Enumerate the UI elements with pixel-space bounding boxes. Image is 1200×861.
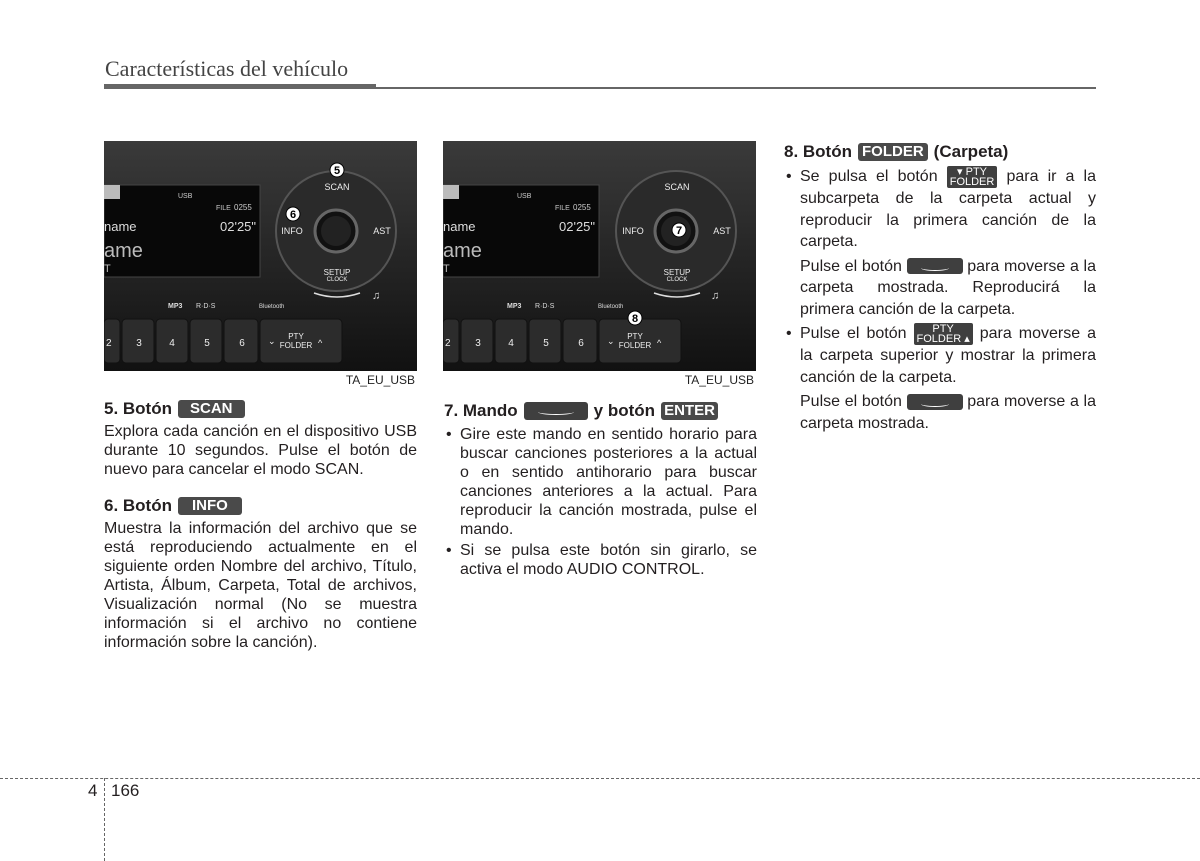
section-title-text: 5. Botón — [104, 399, 172, 418]
panel-setup-button[interactable]: SETUP — [663, 268, 691, 277]
column-1 — [104, 398, 417, 652]
rds-logo: R·D·S — [535, 303, 555, 310]
music-note-icon: ♫ — [711, 290, 720, 302]
screen-time: 02'25" — [220, 219, 257, 234]
preset-button[interactable]: 2 — [106, 338, 112, 349]
panel-pty-label: PTY — [288, 332, 304, 341]
screen-file-count: 0255 — [573, 203, 591, 212]
panel-clock-label: CLOCK — [666, 277, 688, 283]
section-8-list-2 — [784, 323, 1096, 388]
figure-caption: TA_EU_USB — [345, 373, 415, 387]
figure-caption: TA_EU_USB — [684, 373, 754, 387]
list-item: • Pulse el botón PTY FOLDER ▴ para moverse a la carpeta superior y mostrar la primera canción de la carpeta. — [784, 323, 1096, 388]
chevron-up-icon: ^ — [657, 338, 662, 348]
column-2 — [444, 400, 757, 581]
panel-folder-button[interactable]: FOLDER — [279, 341, 313, 350]
preset-button[interactable]: 5 — [543, 338, 549, 349]
preset-button[interactable]: 2 — [445, 338, 451, 349]
screen-line3: T — [104, 263, 111, 275]
column-3 — [784, 141, 1096, 437]
callout-5: 5 — [333, 165, 341, 177]
screen-line2: ame — [443, 240, 482, 262]
pty-folder-down-button: ▾ PTY FOLDER — [947, 166, 998, 188]
section-8-title — [784, 141, 1096, 163]
folder-badge: FOLDER — [858, 143, 928, 161]
screen-file-count: 0255 — [234, 203, 252, 212]
preset-button[interactable]: 3 — [475, 338, 481, 349]
chevron-down-icon: ⌄ — [268, 336, 276, 346]
caret-down-icon: ▾ — [957, 166, 963, 178]
callout-7: 7 — [675, 225, 683, 237]
callout-6: 6 — [289, 209, 297, 221]
section-title-text: 7. Mando — [444, 401, 518, 420]
music-note-icon: ♫ — [372, 290, 381, 302]
panel-folder-button[interactable]: FOLDER — [618, 341, 652, 350]
screen-usb-label: USB — [517, 193, 532, 200]
mp3-logo: MP3 — [507, 303, 522, 310]
preset-button[interactable]: 6 — [239, 338, 245, 349]
section-8-note-2: Pulse el botón para moverse a la carpeta mostrada. — [800, 393, 1097, 432]
mp3-logo: MP3 — [168, 303, 183, 310]
section-8-list — [784, 166, 1096, 253]
chevron-up-icon: ^ — [318, 338, 323, 348]
panel-info-button[interactable]: INFO — [281, 226, 303, 236]
pty-folder-up-button: PTY FOLDER ▴ — [914, 323, 973, 345]
tune-knob-icon — [524, 402, 588, 420]
screen-line3: T — [443, 263, 450, 275]
bluetooth-logo: Bluetooth — [598, 304, 624, 310]
panel-scan-button[interactable]: SCAN — [664, 182, 690, 192]
section-title-text: y botón — [593, 401, 656, 420]
screen-line2: ame — [104, 240, 143, 262]
section-7-list — [444, 425, 757, 579]
panel-clock-label: CLOCK — [326, 277, 348, 283]
radio-panel-image-1 — [104, 141, 417, 388]
callout-8: 8 — [631, 313, 639, 325]
tune-knob-icon — [907, 258, 963, 274]
section-title-text: 8. Botón — [784, 142, 852, 161]
info-badge: INFO — [178, 497, 242, 515]
enter-badge: ENTER — [661, 402, 718, 420]
bluetooth-logo: Bluetooth — [259, 304, 285, 310]
section-5-text: Explora cada canción en el dispositivo USB durante 10 segundos. Pulse el botón de nuevo para cancelar el modo SCAN. — [104, 423, 417, 478]
section-5-title — [104, 398, 417, 420]
preset-button[interactable]: 6 — [578, 338, 584, 349]
screen-file-label: FILE — [216, 205, 231, 212]
section-7-title — [444, 400, 757, 422]
tune-knob-icon — [907, 394, 963, 410]
scan-badge: SCAN — [178, 400, 245, 418]
section-title-suffix: (Carpeta) — [933, 142, 1009, 161]
caret-up-icon: ▴ — [964, 333, 970, 345]
rds-logo: R·D·S — [196, 303, 216, 310]
panel-info-button[interactable]: INFO — [622, 226, 644, 236]
panel-scan-button[interactable]: SCAN — [324, 182, 350, 192]
header-rule — [104, 84, 376, 89]
screen-line1: name — [443, 219, 476, 234]
screen-line1: name — [104, 219, 137, 234]
section-6-text: Muestra la información del archivo que se está reproduciendo actualmente en el siguiente orden Nombre del archivo, Título, Artista, Álbum, Carpeta, Total de archivos, Visualización normal (No se muestra información si el archivo no contiene información sobre la canción). — [104, 520, 417, 651]
panel-ast-button[interactable]: AST — [373, 226, 391, 236]
chapter-number: 4 — [88, 781, 98, 800]
list-item: • Gire este mando en sentido horario para buscar canciones posteriores a la actual o en sentido antihorario para buscar canciones anteriores a la actual. Para reproducir la canción mostrada, pulse el mando. — [444, 425, 757, 539]
list-item: • Si se pulsa este botón sin girarlo, se activa el modo AUDIO CONTROL. — [444, 541, 757, 579]
panel-pty-label: PTY — [627, 332, 643, 341]
preset-button[interactable]: 4 — [508, 338, 514, 349]
panel-ast-button[interactable]: AST — [713, 226, 731, 236]
screen-time: 02'25" — [559, 219, 596, 234]
preset-button[interactable]: 5 — [204, 338, 210, 349]
chevron-down-icon: ⌄ — [607, 336, 615, 346]
page-header-title: Características del vehículo — [105, 56, 349, 81]
footer-vertical-rule — [104, 778, 105, 861]
header-rule-thin — [376, 87, 1096, 89]
section-title-text: 6. Botón — [104, 496, 172, 515]
radio-panel-image-2 — [443, 141, 756, 388]
footer-rule — [0, 778, 1200, 779]
screen-usb-label: USB — [178, 193, 193, 200]
page-number: 166 — [111, 781, 140, 800]
panel-setup-button[interactable]: SETUP — [323, 268, 351, 277]
section-6-title — [104, 495, 417, 517]
list-item: • Se pulsa el botón ▾ PTY FOLDER para ir a la subcarpeta de la carpeta actual y reproducir la primera canción de la carpeta. — [784, 166, 1096, 253]
preset-button[interactable]: 3 — [136, 338, 142, 349]
screen-file-label: FILE — [555, 205, 570, 212]
section-8-note-1: Pulse el botón para moverse a la carpeta mostrada. Reproducirá la primera canción de la carpeta. — [800, 257, 1097, 318]
preset-button[interactable]: 4 — [169, 338, 175, 349]
